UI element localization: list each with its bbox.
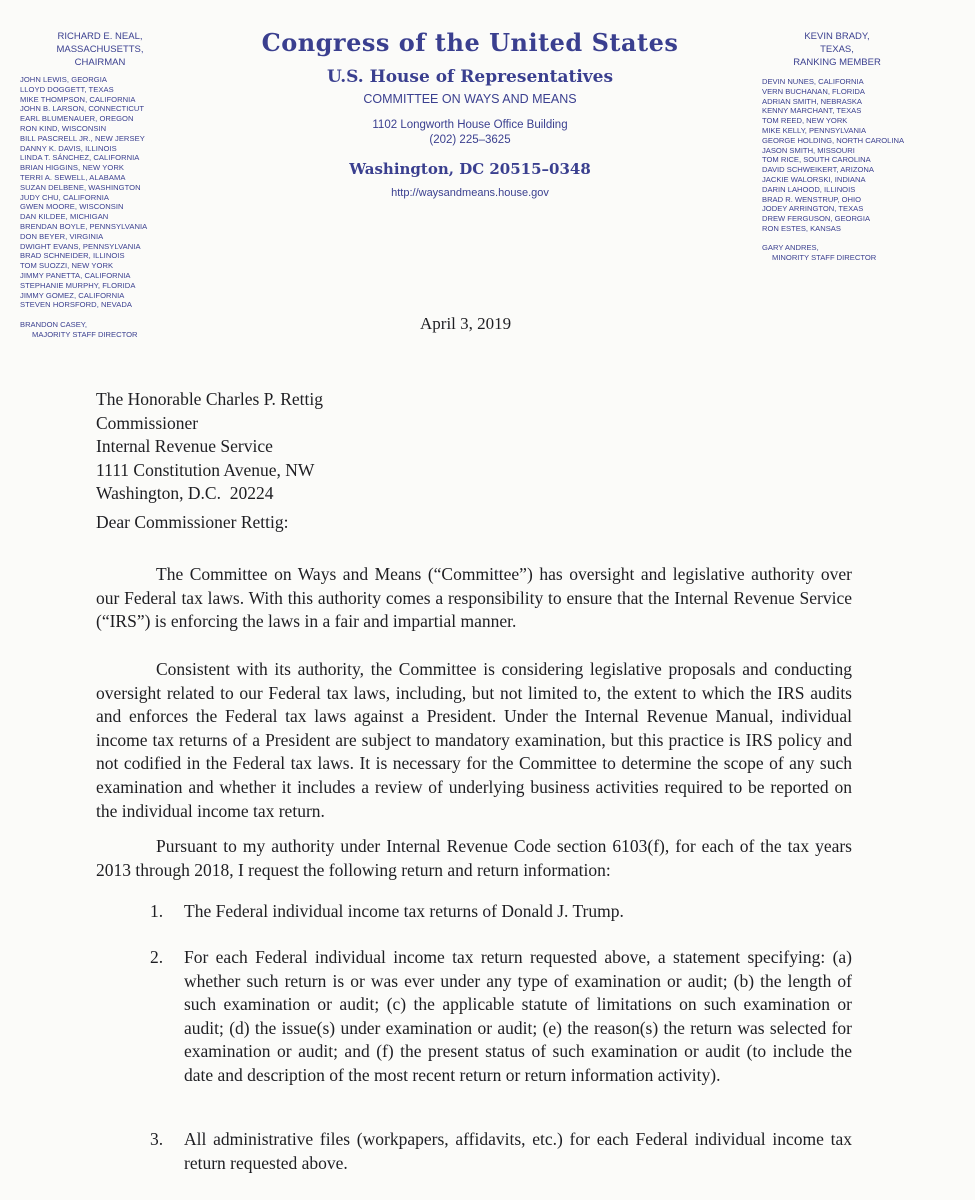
member-name: MIKE KELLY, PENNSYLVANIA: [762, 125, 867, 135]
member-name: SUZAN DELBENE, WASHINGTON: [20, 182, 141, 192]
phone-number: (202) 225–3625: [429, 134, 511, 146]
member-name: ADRIAN SMITH, NEBRASKA: [762, 96, 863, 106]
house-title: U.S. House of Representatives: [326, 67, 614, 87]
chair-state: MASSACHUSETTS,: [56, 44, 144, 55]
majority-members: [20, 75, 195, 310]
member-name: DREW FERGUSON, GEORGIA: [762, 214, 871, 224]
request-number: 3.: [150, 1129, 164, 1149]
addressee-line: The Honorable Charles P. Rettig: [96, 389, 323, 409]
member-name: DAVID SCHWEIKERT, ARIZONA: [762, 165, 874, 175]
member-name: LLOYD DOGGETT, TEXAS: [20, 84, 114, 94]
member-name: DAN KILDEE, MICHIGAN: [20, 212, 109, 222]
member-name: BRAD SCHNEIDER, ILLINOIS: [20, 251, 125, 261]
member-name: DEVIN NUNES, CALIFORNIA: [762, 77, 864, 86]
staff-title: MAJORITY STAFF DIRECTOR: [32, 330, 138, 340]
request-text: The Federal individual income tax returns of Donald J. Trump.: [184, 901, 624, 921]
chair-title: CHAIRMAN: [74, 57, 126, 68]
minority-staff-director: [762, 243, 952, 263]
member-name: JOHN B. LARSON, CONNECTICUT: [20, 104, 145, 114]
majority-staff-director: [20, 320, 195, 340]
member-name: JOHN LEWIS, GEORGIA: [20, 75, 108, 84]
committee-name: COMMITTEE ON WAYS AND MEANS: [363, 92, 577, 106]
staff-name: BRANDON CASEY,: [20, 320, 87, 330]
ranking-member-block: [762, 30, 912, 69]
member-name: TERRI A. SEWELL, ALABAMA: [20, 172, 126, 182]
member-name: LINDA T. SÁNCHEZ, CALIFORNIA: [20, 153, 140, 163]
member-name: VERN BUCHANAN, FLORIDA: [762, 86, 865, 96]
member-name: DARIN LAHOOD, ILLINOIS: [762, 184, 856, 194]
paragraph: [96, 835, 852, 882]
chair-name: RICHARD E. NEAL,: [57, 31, 143, 42]
staff-name: GARY ANDRES,: [762, 242, 819, 252]
member-name: JASON SMITH, MISSOURI: [762, 145, 855, 155]
majority-roster: [20, 30, 195, 340]
member-name: JIMMY GOMEZ, CALIFORNIA: [20, 290, 125, 300]
paragraph: [96, 658, 852, 823]
member-name: GEORGE HOLDING, NORTH CAROLINA: [762, 135, 905, 145]
request-text: For each Federal individual income tax return requested above, a statement specifying: (a) whether such return is or was ever under any type of examination or audit; (b) the length of such examination or audit; (c) the applicable statute of limitations on such examination or audit; (d) the issue(s) under examination or audit; (e) the reason(s) the return was selected for examination or audit; and (f) the present status of such examination or audit (to include the date and description of the most recent return or return information activity).: [184, 947, 852, 1085]
rank-state: TEXAS,: [820, 44, 854, 55]
website-url: http://waysandmeans.house.gov: [391, 187, 549, 199]
member-name: JUDY CHU, CALIFORNIA: [20, 192, 110, 202]
paragraph: [96, 563, 852, 634]
request-text: All administrative files (workpapers, affidavits, etc.) for each Federal individual income tax return requested above.: [184, 1129, 852, 1173]
member-name: DWIGHT EVANS, PENNSYLVANIA: [20, 241, 141, 251]
member-name: JODEY ARRINGTON, TEXAS: [762, 204, 864, 214]
member-name: JACKIE WALORSKI, INDIANA: [762, 174, 866, 184]
member-name: DANNY K. DAVIS, ILLINOIS: [20, 143, 117, 153]
letter-date: April 3, 2019: [420, 314, 512, 333]
member-name: EARL BLUMENAUER, OREGON: [20, 114, 134, 124]
member-name: TOM RICE, SOUTH CAROLINA: [762, 155, 871, 165]
member-name: STEPHANIE MURPHY, FLORIDA: [20, 280, 136, 290]
addressee-line: Internal Revenue Service: [96, 436, 273, 457]
minority-members: [762, 77, 952, 234]
member-name: BRIAN HIGGINS, NEW YORK: [20, 163, 124, 173]
salutation: Dear Commissioner Rettig:: [96, 512, 289, 532]
paragraph-text: Pursuant to my authority under Internal Revenue Code section 6103(f), for each of the tax years 2013 through 2018, I request the following return and return information:: [96, 836, 852, 880]
staff-title: MINORITY STAFF DIRECTOR: [772, 252, 877, 262]
congress-title: Congress of the United States: [261, 28, 679, 57]
rank-title: RANKING MEMBER: [793, 57, 881, 68]
addressee-line: Commissioner: [96, 412, 199, 433]
member-name: DON BEYER, VIRGINIA: [20, 231, 104, 241]
member-name: GWEN MOORE, WISCONSIN: [20, 202, 124, 212]
member-name: KENNY MARCHANT, TEXAS: [762, 106, 862, 116]
member-name: BRENDAN BOYLE, PENNSYLVANIA: [20, 221, 148, 231]
paragraph-text: Consistent with its authority, the Committee is considering legislative proposals and conducting oversight related to our Federal tax laws, including, but not limited to, the extent to which the IRS audits and enforces the Federal tax laws against a President. Under the Internal Revenue Manual, individual income tax returns of a President are subject to mandatory examination, but this practice is IRS policy and not codified in the Federal tax laws. It is necessary for the Committee to determine the scope of any such examination and whether it includes a review of underlying business activities required to be reported on the individual income tax return.: [96, 659, 852, 821]
chairman-block: [20, 30, 180, 69]
member-name: RON ESTES, KANSAS: [762, 223, 841, 233]
member-name: BRAD R. WENSTRUP, OHIO: [762, 194, 862, 204]
addressee-line: 1111 Constitution Avenue, NW: [96, 459, 315, 480]
paragraph-text: The Committee on Ways and Means (“Committee”) has oversight and legislative authority over our Federal tax laws. With this authority comes a responsibility to ensure that the Internal Revenue Service (“IRS”) is enforcing the laws in a fair and impartial manner.: [96, 564, 852, 632]
addressee-line: Washington, D.C. 20224: [96, 483, 274, 504]
member-name: BILL PASCRELL JR., NEW JERSEY: [20, 133, 145, 143]
member-name: TOM REED, NEW YORK: [762, 116, 848, 126]
office-address: [260, 118, 680, 148]
member-name: STEVEN HORSFORD, NEVADA: [20, 300, 132, 310]
request-number: 2.: [150, 947, 164, 967]
addressee-block: [96, 388, 323, 506]
member-name: JIMMY PANETTA, CALIFORNIA: [20, 270, 131, 280]
letterhead: [260, 28, 680, 201]
member-name: RON KIND, WISCONSIN: [20, 123, 107, 133]
address-line: 1102 Longworth House Office Building: [372, 119, 568, 131]
member-name: MIKE THOMPSON, CALIFORNIA: [20, 94, 136, 104]
minority-roster: [762, 30, 952, 263]
rank-name: KEVIN BRADY,: [804, 31, 870, 42]
member-name: TOM SUOZZI, NEW YORK: [20, 261, 114, 271]
request-number: 1.: [150, 901, 164, 921]
city-zip: Washington, DC 20515–0348: [349, 160, 591, 178]
